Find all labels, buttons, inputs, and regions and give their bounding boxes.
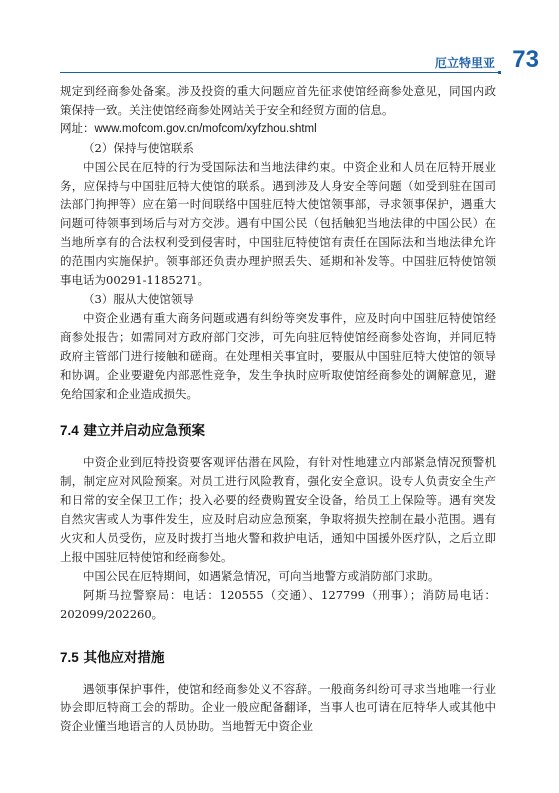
paragraph-emergency-plan: 中资企业到厄特投资要客观评估潜在风险，有针对性地建立内部紧急情况预警机制，制定应对风险预案。对员工进行风险教育，强化安全意识。设专人负责安全生产和日常的安全保卫工作；投入必要的经费购置安全设备，给员工上保险等。遇有突发自然灾害或人为事件发生，应及时启动应急预案，争取将损失控制在最小范围。遇有火灾和人员受伤，应及时拨打当地火警和救护电话，通知中国援外医疗队，之后立即上报中国驻厄特使馆和经商参处。 bbox=[60, 455, 496, 564]
subheading-obey-embassy: （3）服从大使馆领导 bbox=[83, 291, 194, 306]
paragraph-obey-embassy: 中资企业遇有重大商务问题或遇有纠纷等突发事件，应及时向中国驻厄特使馆经商参处报告；如需同对方政府部门交涉，可先向驻厄特使馆经商参处咨询，并同厄特政府主管部门进行接触和磋商。在处理相关事宜时，要服从中国驻厄特大使馆的领导和协调。企业要避免内部恶性竞争，发生争执时应听取使馆经商参处的调解意见，避免给国家和企业造成损失。 bbox=[60, 310, 496, 401]
paragraph-keep-contact: 中国公民在厄特的行为受国际法和当地法律约束。中资企业和人员在厄特开展业务，应保持与中国驻厄特大使馆的联系。遇到涉及人身安全等问题（如受到驻在国司法部门拘押等）应在第一时间联络中国驻厄特大使馆领事部，寻求领事保护，遇重大问题可待领事到场后与对方交涉。遇有中国公民（包括触犯当地法律的中国公民）在当地所享有的合法权利受到侵害时，中国驻厄特使馆有责任在国际法和当地法律允许的范围内实施保护。领事部还负责办理护照丢失、延期和补发等。中国驻厄特使馆领事电话为00291-1185271。 bbox=[60, 159, 496, 288]
paragraph-other-measures: 遇领事保护事件，使馆和经商参处义不容辞。一般商务纠纷可寻求当地唯一行业协会即厄特商工会的帮助。企业一般应配备翻译，当事人也可请在厄特华人或其他中资企业懂当地语言的人员协助。当地暂无中资企业 bbox=[60, 681, 496, 734]
page-content bbox=[60, 82, 496, 736]
section-title: 建立并启动应急预案 bbox=[83, 423, 205, 440]
subheading-keep-contact: （2）保持与使馆联系 bbox=[83, 140, 194, 155]
header-country-name: 厄立特里亚 bbox=[434, 56, 495, 70]
website-url-line: 网址：www.mofcom.gov.cn/mofcom/xyfzhou.shtml bbox=[60, 122, 317, 135]
section-title: 其他应对措施 bbox=[83, 649, 165, 666]
section-heading-7-5 bbox=[60, 646, 496, 666]
section-number: 7.4 bbox=[60, 423, 79, 439]
header-rule bbox=[60, 72, 501, 73]
header-rule-cap bbox=[498, 71, 501, 74]
page-header bbox=[0, 40, 559, 80]
paragraph-emergency-help: 中国公民在厄特期间，如遇紧急情况，可向当地警方或消防部门求助。 bbox=[83, 568, 440, 583]
page-number: 73 bbox=[512, 46, 539, 73]
paragraph-police-phones: 阿斯马拉警察局：电话：120555（交通）、127799（刑事）；消防局电话：202099/202260。 bbox=[60, 587, 496, 621]
section-heading-7-4 bbox=[60, 419, 496, 439]
section-number: 7.5 bbox=[60, 649, 79, 665]
paragraph-continuation: 规定到经商参处备案。涉及投资的重大问题应首先征求使馆经商参处意见，同国内政策保持一致。关注使馆经商参处网站关于安全和经贸方面的信息。 bbox=[60, 84, 496, 117]
